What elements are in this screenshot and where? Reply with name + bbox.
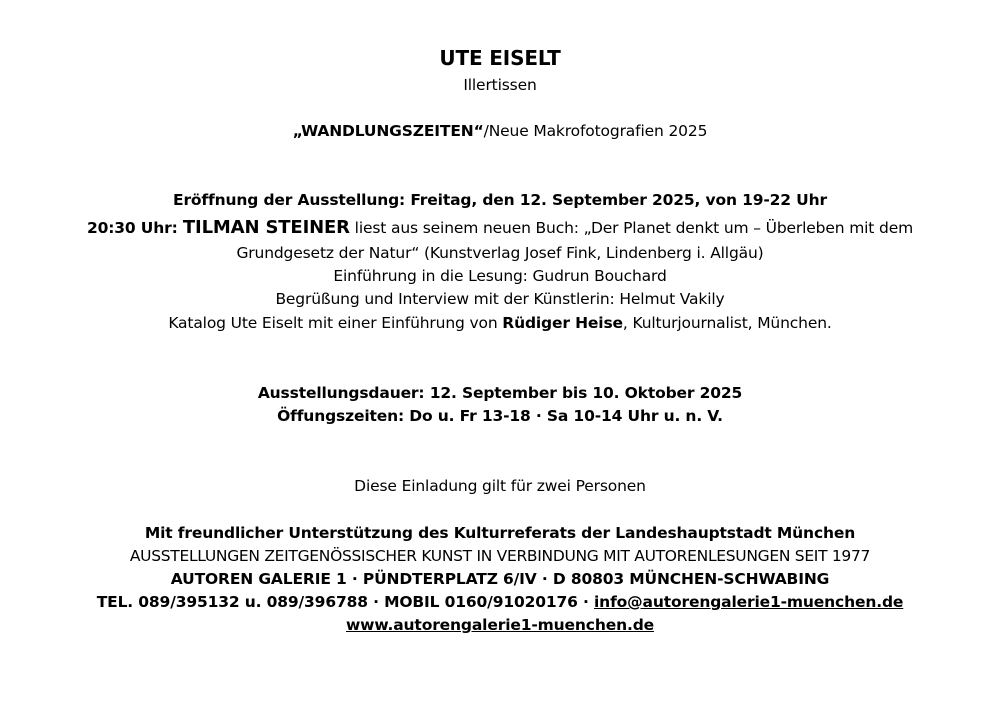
exhibition-title-line bbox=[0, 121, 1000, 141]
website-line bbox=[0, 615, 1000, 635]
artist-city: Illertissen bbox=[463, 76, 537, 94]
opening-line: Eröffnung der Ausstellung: Freitag, den 12. September 2025, von 19-22 Uhr bbox=[173, 191, 827, 209]
catalog-line bbox=[0, 313, 1000, 333]
reading-text-1: liest aus seinem neuen Buch: „Der Planet denkt um – Überleben mit dem bbox=[349, 219, 914, 237]
reading-line-1 bbox=[0, 216, 1000, 240]
gallery-tagline: AUSSTELLUNGEN ZEITGENÖSSISCHER KUNST IN VERBINDUNG MIT AUTORENLESUNGEN SEIT 1977 bbox=[129, 547, 871, 565]
exhibition-subtitle: /Neue Makrofotografien 2025 bbox=[483, 122, 708, 140]
exhibition-duration: Ausstellungsdauer: 12. September bis 10. Oktober 2025 bbox=[257, 384, 743, 402]
opening-hours: Öffungszeiten: Do u. Fr 13-18 · Sa 10-14 Uhr u. n. V. bbox=[277, 407, 723, 425]
greeting-line: Begrüßung und Interview mit der Künstlerin: Helmut Vakily bbox=[275, 290, 725, 308]
contact-line bbox=[0, 592, 1000, 612]
phone-numbers: TEL. 089/395132 u. 089/396788 · MOBIL 0160/91020176 · bbox=[96, 593, 595, 611]
artist-name: UTE EISELT bbox=[439, 46, 561, 70]
exhibition-title: „WANDLUNGSZEITEN“ bbox=[292, 122, 484, 140]
catalog-name: Rüdiger Heise bbox=[502, 314, 623, 332]
reading-intro: Einführung in die Lesung: Gudrun Bouchard bbox=[333, 267, 667, 285]
reading-time: 20:30 Uhr: bbox=[86, 219, 183, 237]
catalog-pre: Katalog Ute Eiselt mit einer Einführung von bbox=[168, 314, 503, 332]
invitation-note: Diese Einladung gilt für zwei Personen bbox=[354, 477, 646, 495]
catalog-post: , Kulturjournalist, München. bbox=[622, 314, 832, 332]
website-link[interactable]: www.autorengalerie1-muenchen.de bbox=[345, 616, 654, 634]
reading-author: TILMAN STEINER bbox=[182, 217, 350, 238]
gallery-address: AUTOREN GALERIE 1 · PÜNDTERPLATZ 6/IV · D 80803 MÜNCHEN-SCHWABING bbox=[170, 570, 830, 588]
reading-line-2: Grundgesetz der Natur“ (Kunstverlag Josef Fink, Lindenberg i. Allgäu) bbox=[236, 244, 764, 262]
email-link[interactable]: info@autorengalerie1-muenchen.de bbox=[594, 593, 904, 611]
support-line: Mit freundlicher Unterstützung des Kulturreferats der Landeshauptstadt München bbox=[144, 524, 856, 542]
